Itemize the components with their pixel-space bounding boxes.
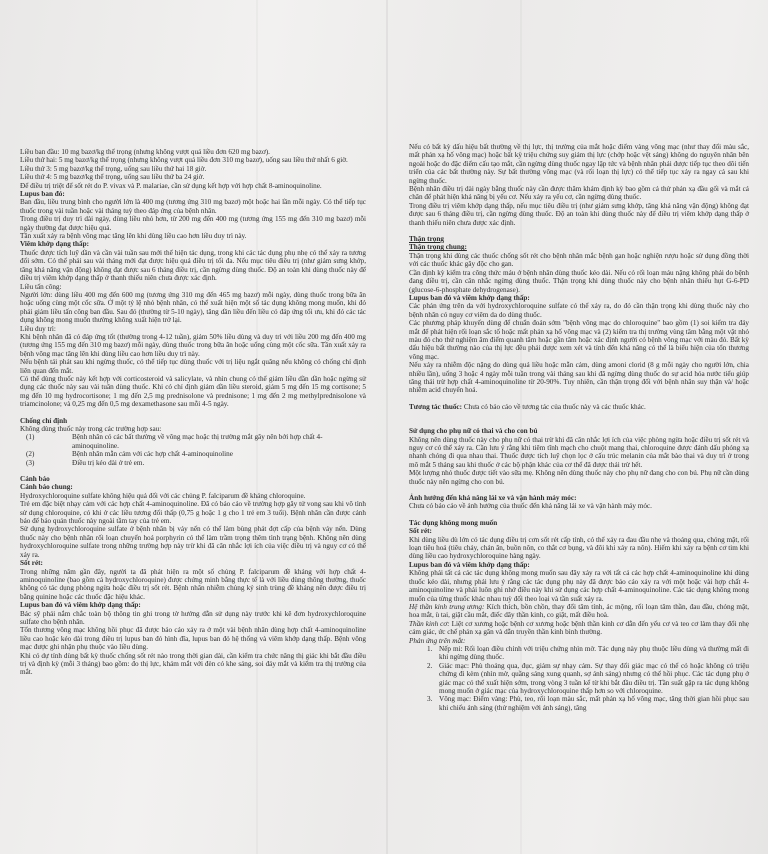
paragraph: Liều tấn công: (20, 282, 62, 291)
list-text: Bệnh nhân có các bất thường về võng mạc hoặc thị trường mắt gây nên bởi hợp chất 4-aminoquinoline. (72, 433, 323, 450)
inline-heading: Thần kinh cơ: (409, 619, 450, 628)
spacer (409, 486, 749, 494)
paragraph: Không phải tất cả các tác dụng không mong muốn sau đây xảy ra với tất cả các hợp chất 4-aminoquinoline khi dùng thuốc kéo dài, nhưng phải lưu ý rằng các tác dụng phụ này đã được báo cáo xảy ra với một hoặc vài hợp chất 4-aminoquinoline và phải luôn ghi nhớ điều này khi sử dụng các hợp chất 4-aminoquinoline. Các tác dụng không mong muốn của từng thuốc khác nhau tuỳ đối theo loại và tần suất xảy ra. (409, 569, 749, 603)
list-text: Nếp mi: Rối loạn điều chỉnh với triệu chứng nhìn mờ. Tác dụng này phụ thuộc liều dùng và thường mất đi khi ngừng dùng thuốc. (439, 644, 749, 662)
section-heading: Lupus ban đỏ: (20, 190, 65, 199)
paragraph: Một lượng nhỏ thuốc được tiết vào sữa mẹ. Không nên dùng thuốc này cho phụ nữ đang cho con bú. Phụ nữ cần dùng thuốc này nên ngừng cho con bú. (409, 469, 749, 486)
list-item (409, 695, 749, 712)
paragraph: Ban đầu, liều trung bình cho người lớn là 400 mg (tương ứng 310 mg bazơ) một hoặc hai lần mỗi ngày. Có thể tiếp tục thuốc trong vài tuần hoặc vài tháng tuỳ theo đáp ứng của bệnh nhân. (20, 198, 366, 215)
list-item (409, 645, 749, 662)
paragraph: Khi có dự tính dùng bất kỳ thuốc chống sốt rét nào trong thời gian dài, cần kiểm tra chức năng thị giác khi bắt đầu điều trị và định kỳ (mỗi 3 tháng) bao gồm: đo thị lực, khám mắt với đèn có khe sáng, soi đáy mắt và kiểm tra thị trường của mắt. (20, 651, 366, 677)
paragraph: Sử dụng hydroxychloroquine sulfate ở bệnh nhân bị vảy nến có thể làm bùng phát đợt cấp của bệnh vảy nến. Dùng thuốc này cho bệnh nhân rối loạn chuyển hoá porphyrin có thể làm trầm trọng thêm tình trạng bệnh. Không nên dùng hydroxychloroquine sulfate trong những trường hợp này trừ khi đã cân nhắc lợi ích của việc điều trị và nguy cơ có thể xảy ra. (20, 525, 366, 559)
paragraph: Liều thứ hai: 5 mg bazơ/kg thể trọng (nhưng không vượt quá liều đơn 310 mg bazơ), uống sau liều thứ nhất 6 giờ. (20, 156, 348, 165)
list-item (20, 433, 366, 450)
section-heading: Sốt rét: (409, 527, 432, 536)
section-heading: Lupus ban đỏ và viêm khớp dạng thấp: (409, 293, 530, 302)
paragraph: Liều thứ 4: 5 mg bazơ/kg thể trọng, uống sau liều thứ ba 24 giờ. (20, 173, 205, 182)
section-heading: Lupus ban đỏ và viêm khớp dạng thấp: (409, 560, 530, 569)
section-heading: Sử dụng cho phụ nữ có thai và cho con bú (409, 427, 538, 436)
section-heading: Thận trọng (409, 235, 444, 244)
paragraph: Để điều trị triệt để sốt rét do P. vivax và P. malariae, cần sử dụng kết hợp với hợp chất 8-aminoquinoline. (20, 181, 322, 190)
section-heading: Chống chỉ định (20, 416, 68, 425)
paragraph-text: Liệt cơ xương hoặc bệnh cơ xương hoặc bệnh thần kinh cơ dẫn đến yếu cơ và teo cơ làm thay đổi nhẹ cảm giác, ức chế phản xạ gân và dẫn truyền thần kinh bình thường. (409, 619, 749, 637)
paragraph: Người lớn: dùng liều 400 mg đến 600 mg (tương ứng 310 mg đến 465 mg bazơ) mỗi ngày, dùng thuốc trong bữa ăn hoặc uống cùng một cốc sữa. Ở một tỷ lệ nhỏ bệnh nhân, có thể xuất hiện một số tác dụng không mong muốn, khi đó phải giảm liều tấn công ban đầu. Sau đó (thường từ 5-10 ngày), tăng dần liều đến liều có đáp ứng tối ưu, khi đó các tác dụng không mong muốn thường không xuất hiện trở lại. (20, 290, 366, 325)
list-text: Điều trị kéo dài ở trẻ em. (72, 458, 145, 467)
spacer (409, 511, 749, 519)
list-item (20, 459, 366, 467)
paragraph (409, 603, 749, 620)
list-number: 3. (427, 695, 433, 704)
paragraph (409, 620, 749, 637)
list-number: (2) (26, 450, 35, 459)
list-number: 2. (427, 661, 433, 670)
paragraph: Nếu bệnh tái phát sau khi ngừng thuốc, có thể tiếp tục dùng thuốc với trị liệu ngắt quãng nếu không có chống chỉ định liên quan đến mắt. (20, 358, 366, 375)
left-column (20, 148, 366, 677)
list-text: Võng mạc: Điểm vàng: Phù, teo, rối loạn màu sắc, mất phản xạ hố võng mạc, tăng thời gian hồi phục sau khi chiếu ánh sáng (thử nghiệm với ánh sáng), tăng (439, 695, 749, 712)
paragraph: Liều duy trì: (20, 324, 56, 333)
list-number: (1) (26, 433, 35, 442)
paragraph: Liều ban đầu: 10 mg bazơ/kg thể trọng (nhưng không vượt quá liều đơn 620 mg bazơ). (20, 148, 270, 156)
paragraph: Các phương pháp khuyến dùng để chuẩn đoán sớm "bệnh võng mạc do chloroquine" bao gồm (1) soi kiểm tra đáy mắt để phát hiện rối loạn sắc tố hoặc mất phản xạ hố võng mạc và (2) kiểm tra thị trường vùng tâm bằng một vật nhỏ màu đỏ cho thử nghiệm âm điểm quanh tâm hoặc gần tâm hoặc xác định người có bệnh võng mạc với màu đỏ. Bất kỳ dấu hiệu bất thường nào của thị lực đều phải được xem xét và tính đến khả năng có thể là biểu hiện của tổn thương võng mạc. (409, 319, 749, 361)
paragraph: Tổn thương võng mạc không hồi phục đã được báo cáo xảy ra ở một vài bệnh nhân dùng hợp chất 4-aminoquinoline liều cao hoặc kéo dài trong điều trị lupus ban đỏ hình đĩa, lupus ban đỏ hệ thống và viêm khớp dạng thấp. Bệnh võng mạc được ghi nhận phụ thuộc vào liều dùng. (20, 626, 366, 652)
spacer (409, 411, 749, 419)
section-heading: Thận trọng chung: (409, 243, 467, 252)
section-heading: Lupus ban đỏ và viêm khớp dạng thấp: (20, 601, 141, 610)
section-heading: Tác dụng không mong muốn (409, 518, 498, 527)
section-heading: Cảnh báo (20, 475, 50, 484)
paragraph: Không dùng thuốc này trong các trường hợp sau: (20, 425, 162, 433)
paragraph: Thận trọng khi dùng các thuốc chống sốt rét cho bệnh nhân mắc bệnh gan hoặc nghiện rượu hoặc sử dụng đồng thời với các thuốc khác gây độc cho gan. (409, 251, 749, 269)
paragraph: Nếu xảy ra nhiễm độc nặng do dùng quá liều hoặc mẫn cảm, dùng amoni clorid (8 g mỗi ngày cho người lớn, chia nhiều lần), uống 3 hoặc 4 ngày mỗi tuần trong vài tháng sau khi đã ngừng dùng thuốc do sự acid hóa nước tiểu giúp tăng thải trừ hợp chất 4-aminoquinoline từ 20-90%. Tuy nhiên, cần thận trọng đối với bệnh nhân suy thận và/ hoặc nhiễm acid chuyển hoá. (409, 361, 749, 395)
paragraph: Chưa có báo cáo về ảnh hưởng của thuốc đến khả năng lái xe và vận hành máy móc. (409, 502, 652, 511)
spacer (409, 419, 749, 427)
paragraph (409, 403, 749, 411)
paragraph: Trong điều trị viêm khớp dạng thấp, nếu mục tiêu điều trị (như giảm sưng khớp, tăng khả năng vận động) không đạt được sau 6 tháng điều trị, cần ngừng dùng thuốc. Độ an toàn khi dùng thuốc này để điều trị viêm khớp dạng thấp ở thanh thiếu niên chưa được xác định. (409, 201, 749, 227)
list-number: 1. (427, 644, 433, 653)
paragraph: Nếu có bất kỳ dấu hiệu bất thường về thị lực, thị trường của mắt hoặc điểm vàng võng mạc (như thay đổi màu sắc, mất phản xạ hố võng mạc) hoặc bất kỳ triệu chứng suy giảm thị lực (chớp hoặc vệt sáng) không do nguyên nhân bên ngoài hoặc do đặc điểm cấu tạo mắt, cần ngừng dùng thuốc ngay lập tức và bệnh nhân phải được tiếp tục theo dõi tiến triển của các bất thường này. Sự bất thường võng mạc (và rối loạn thị lực) có thể tiếp tục xảy ra ngay cả sau khi ngừng thuốc. (409, 143, 749, 185)
paragraph: Trong những năm gần đây, người ta đã phát hiện ra một số chủng P. falciparum đề kháng với hợp chất 4-aminoquinoline (bao gồm cả hydroxychloroquine) được chứng minh bằng thực tế là với liều dùng thông thường, thuốc không có tác dụng phòng ngừa hoặc điều trị sốt rét. Bệnh nhân nhiễm chủng ký sinh trùng đề kháng nên được điều trị bằng quinine hoặc các thuốc đặc hiệu khác. (20, 567, 366, 601)
paragraph: Trong điều trị duy trì dài ngày, dùng liều nhỏ hơn, từ 200 mg đến 400 mg (tương ứng 155 mg đến 310 mg bazơ) mỗi ngày thường đạt được hiệu quả. (20, 215, 366, 232)
section-heading: Viêm khớp dạng thấp: (20, 240, 90, 249)
spacer (409, 395, 749, 403)
paragraph: Có thể dùng thuốc này kết hợp với corticosteroid và salicylate, và nhìn chung có thể giảm liều dần dần hoặc ngừng sử dụng các thuốc này sau vài tuần dùng thuốc. Khi có chỉ định giảm dần liều steroid, giảm 5 mg đến 15 mg cortisone; 5 mg đến 10 mg hydrocortisone; 1 mg đến 2,5 mg prednisolone và prednisone; 1 mg đến 2 mg methylprednisolone và triamcinolone; và 0,25 mg đến 0,5 mg dexamethasone sau mỗi 4-5 ngày. (20, 374, 366, 409)
paragraph: Tần xuất xảy ra bệnh võng mạc tăng lên khi dùng liều cao hơn liều duy trì này. (20, 232, 247, 241)
inline-heading: Tương tác thuốc: (409, 402, 463, 411)
inline-heading: Phản ứng trên mắt: (409, 636, 466, 645)
paragraph: Bác sỹ phải nắm chắc toàn bộ thông tin ghi trong tờ hướng dẫn sử dụng này trước khi kê đơn hydroxychloroquine sulfate cho bệnh nhân. (20, 609, 366, 626)
paragraph: Khi bệnh nhân đã có đáp ứng tốt (thường trong 4-12 tuần), giảm 50% liều dùng và duy trì với liều 200 mg đến 400 mg (tương ứng 155 mg đến 310 mg bazơ) mỗi ngày, dùng thuốc trong bữa ăn hoặc uống cùng một cốc sữa. Tần xuất xảy ra bệnh võng mạc tăng lên khi dùng liều cao hơn liều duy trì này. (20, 332, 366, 358)
list-item (20, 450, 366, 458)
list-text: Bệnh nhân mẫn cảm với các hợp chất 4-aminoquinoline (72, 450, 233, 459)
list-text: Giác mạc: Phù thoáng qua, đục, giảm sự nhạy cảm. Sự thay đổi giác mạc có thể có hoặc không có triệu chứng đi kèm (nhìn mờ, quầng sáng xung quanh, sợ ánh sáng) nhưng có thể hồi phục. Các tác dụng phụ ở giác mạc có thể xuất hiện sớm, trong vòng 3 tuần kể từ khi bắt đầu điều trị. Tần suất gặp ra tác dụng không mong muốn ở giác mạc của hydroxychloroquine thấp hơn so với chloroquine. (439, 661, 749, 695)
paragraph: Cần định kỳ kiểm tra công thức máu ở bệnh nhân dùng thuốc kéo dài. Nếu có rối loạn máu nặng không phải do bệnh đang điều trị, cần cân nhắc ngừng dùng thuốc. Thận trọng khi dùng thuốc này cho bệnh nhân thiếu hụt G-6-PD (glucose-6-phosphate dehydrogenase). (409, 268, 749, 294)
spacer (20, 409, 366, 417)
paragraph: Khi dùng liều dù lớn có tác dụng điều trị cơn sốt rét cấp tính, có thể xảy ra đau đầu nhẹ và thoáng qua, chóng mặt, rối loạn tiêu hoá (tiêu chảy, chán ăn, buồn nôn, co thắt cơ bụng, và đôi khi xảy ra nôn). Hiếm khi xảy ra bệnh cơ tim khi dùng liều cao hydroxychloroquine hàng ngày. (409, 535, 749, 561)
section-heading: Sốt rét: (20, 559, 43, 568)
paragraph: Trẻ em đặc biệt nhạy cảm với các hợp chất 4-aminoquinoline. Đã có báo cáo về trường hợp gây tử vong sau khi vô tình sử dụng chloroquine, có khi ở các liều tương đối thấp (0,75 g hoặc 1 g cho 1 trẻ em 3 tuổi). Bệnh nhân cần được cảnh báo để bảo quản thuốc này ngoài tầm tay của trẻ em. (20, 500, 366, 526)
section-heading: Ảnh hưởng đến khả năng lái xe và vận hành máy móc: (409, 494, 577, 503)
paragraph-text: Kích thích, bồn chồn, thay đổi tâm tính, ác mộng, rối loạn tâm thần, đau đầu, chóng mặt, hoa mắt, ù tai, giật cầu mắt, điếc dây thần kinh, co giật, mất điều hoà. (409, 602, 749, 620)
list-item (409, 662, 749, 696)
list-number: (3) (26, 458, 35, 467)
paper-fold (386, 0, 388, 854)
spacer (409, 227, 749, 235)
paragraph: Bệnh nhân điều trị dài ngày bằng thuốc này cần được thăm khám định kỳ bao gồm cả thử phản xạ đầu gối và mắt cá chân để phát hiện khả năng bị yếu cơ. Nếu xảy ra yếu cơ, cần ngừng dùng thuốc. (409, 185, 749, 202)
spacer (20, 467, 366, 475)
paragraph: Thuốc được tích luỹ dần và cần vài tuần sau mới thể hiện tác dụng, trong khi các tác dụng phụ nhẹ có thể xảy ra tương đối sớm. Có thể phải sau vài tháng mới đạt được hiệu quả điều trị tối đa. Nếu mục tiêu điều trị (như giảm sưng khớp, tăng khả năng vận động) không đạt được sau 6 tháng điều trị, cần ngừng dùng thuốc. Độ an toàn khi dùng thuốc này để điều trị viêm khớp dạng thấp ở thanh thiếu niên chưa được xác định. (20, 248, 366, 283)
right-column (409, 143, 749, 712)
inline-heading: Hệ thần kinh trung ương: (409, 602, 485, 611)
paragraph (409, 637, 749, 645)
paragraph: Liều thứ 3: 5 mg bazơ/kg thể trọng, uống sau liều thứ hai 18 giờ. (20, 164, 207, 173)
section-heading: Cảnh báo chung: (20, 483, 73, 492)
paragraph-text: Chưa có báo cáo về tương tác của thuốc này và các thuốc khác. (462, 402, 646, 411)
paragraph: Các phản ứng trên da với hydroxychloroquine sulfate có thể xảy ra, do đó cần thận trọng khi dùng thuốc này cho bệnh nhân có nguy cơ viêm da do dùng thuốc. (409, 302, 749, 319)
paragraph: Hydroxychloroquine sulfate không hiệu quả đối với các chủng P. falciparum đề kháng chloroquine. (20, 491, 306, 500)
paragraph: Không nên dùng thuốc này cho phụ nữ có thai trừ khi đã cân nhắc lợi ích của việc phòng ngừa hoặc điều trị sốt rét và nguy cơ có thể xảy ra. Cần lưu ý rằng khi tiêm tĩnh mạch cho chuột mang thai, chloroquine được đánh dấu phóng xạ nhanh chóng đi qua nhau thai. Thuốc được tích luỹ chọn lọc ở cấu trúc melanin của mắt bào thai và duy trì ở trong mô mắt 5 tháng sau khi thuốc ở các bộ phận khác của cơ thể đã được thải trừ hết. (409, 435, 749, 469)
